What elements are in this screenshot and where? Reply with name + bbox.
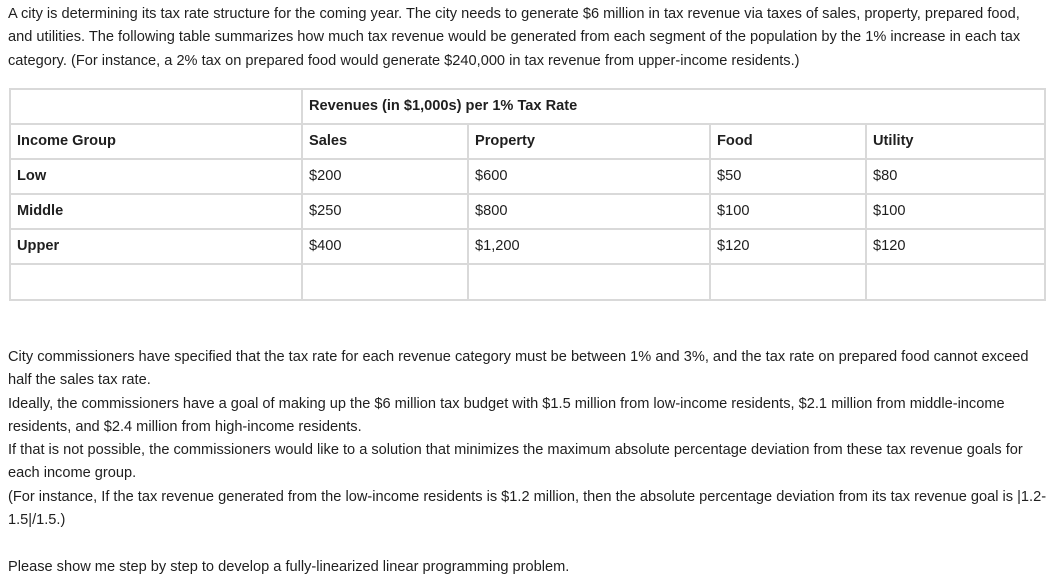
header-sales: Sales [302, 124, 468, 159]
table-super-header: Revenues (in $1,000s) per 1% Tax Rate [302, 89, 1045, 124]
cell-utility: $80 [866, 159, 1045, 194]
paragraph-rate-limits: City commissioners have specified that the tax rate for each revenue category must be between 1% and 3%, and the tax rate on prepared food cannot exceed half the sales tax rate. [8, 349, 1029, 389]
paragraph-example: (For instance, If the tax revenue generated from the low-income residents is $1.2 million, then the absolute percentage deviation from its tax revenue goal is |1.2-1.5|/1.5.) [8, 488, 1047, 529]
table-row [10, 159, 1045, 194]
empty-cell [302, 264, 468, 300]
cell-property: $600 [468, 159, 710, 194]
empty-cell [468, 264, 710, 300]
cell-sales: $200 [302, 159, 468, 194]
row-group-label: Low [10, 159, 302, 194]
cell-utility: $120 [866, 229, 1045, 264]
empty-cell [866, 264, 1045, 300]
empty-cell [710, 264, 866, 300]
table-empty-row [10, 264, 1045, 300]
paragraph-minimax-objective: If that is not possible, the commissioners would like to a solution that minimizes the maximum absolute percentage deviation from these tax revenue goals for each income group. [8, 442, 1023, 482]
empty-cell [10, 264, 302, 300]
paragraph-revenue-goals: Ideally, the commissioners have a goal of making up the $6 million tax budget with $1.5 million from low-income residents, $2.1 million from middle-income residents, and $2.4 million from high-income residents. [8, 395, 1005, 435]
table-corner-cell [10, 89, 302, 124]
header-property: Property [468, 124, 710, 159]
cell-food: $100 [710, 194, 866, 229]
table-row [10, 229, 1045, 264]
intro-paragraph: A city is determining its tax rate structure for the coming year. The city needs to generate $6 million in tax revenue via taxes of sales, property, prepared food, and utilities. The following table summarizes how much tax revenue would be generated from each segment of the population by the 1% increase in each tax category. (For instance, a 2% tax on prepared food would generate $240,000 in tax revenue from upper-income residents.) [8, 6, 1021, 69]
constraints-text [8, 346, 1048, 532]
header-food: Food [710, 124, 866, 159]
table-header-row [10, 124, 1045, 159]
cell-property: $1,200 [468, 229, 710, 264]
row-group-label: Upper [10, 229, 302, 264]
row-group-label: Middle [10, 194, 302, 229]
cell-utility: $100 [866, 194, 1045, 229]
cell-sales: $250 [302, 194, 468, 229]
cell-property: $800 [468, 194, 710, 229]
table-super-header-row [10, 89, 1045, 124]
header-income-group: Income Group [10, 124, 302, 159]
cell-food: $50 [710, 159, 866, 194]
cell-food: $120 [710, 229, 866, 264]
revenue-table [9, 88, 1046, 301]
header-utility: Utility [866, 124, 1045, 159]
closing-request: Please show me step by step to develop a fully-linearized linear programming problem. [8, 559, 570, 575]
cell-sales: $400 [302, 229, 468, 264]
table-row [10, 194, 1045, 229]
